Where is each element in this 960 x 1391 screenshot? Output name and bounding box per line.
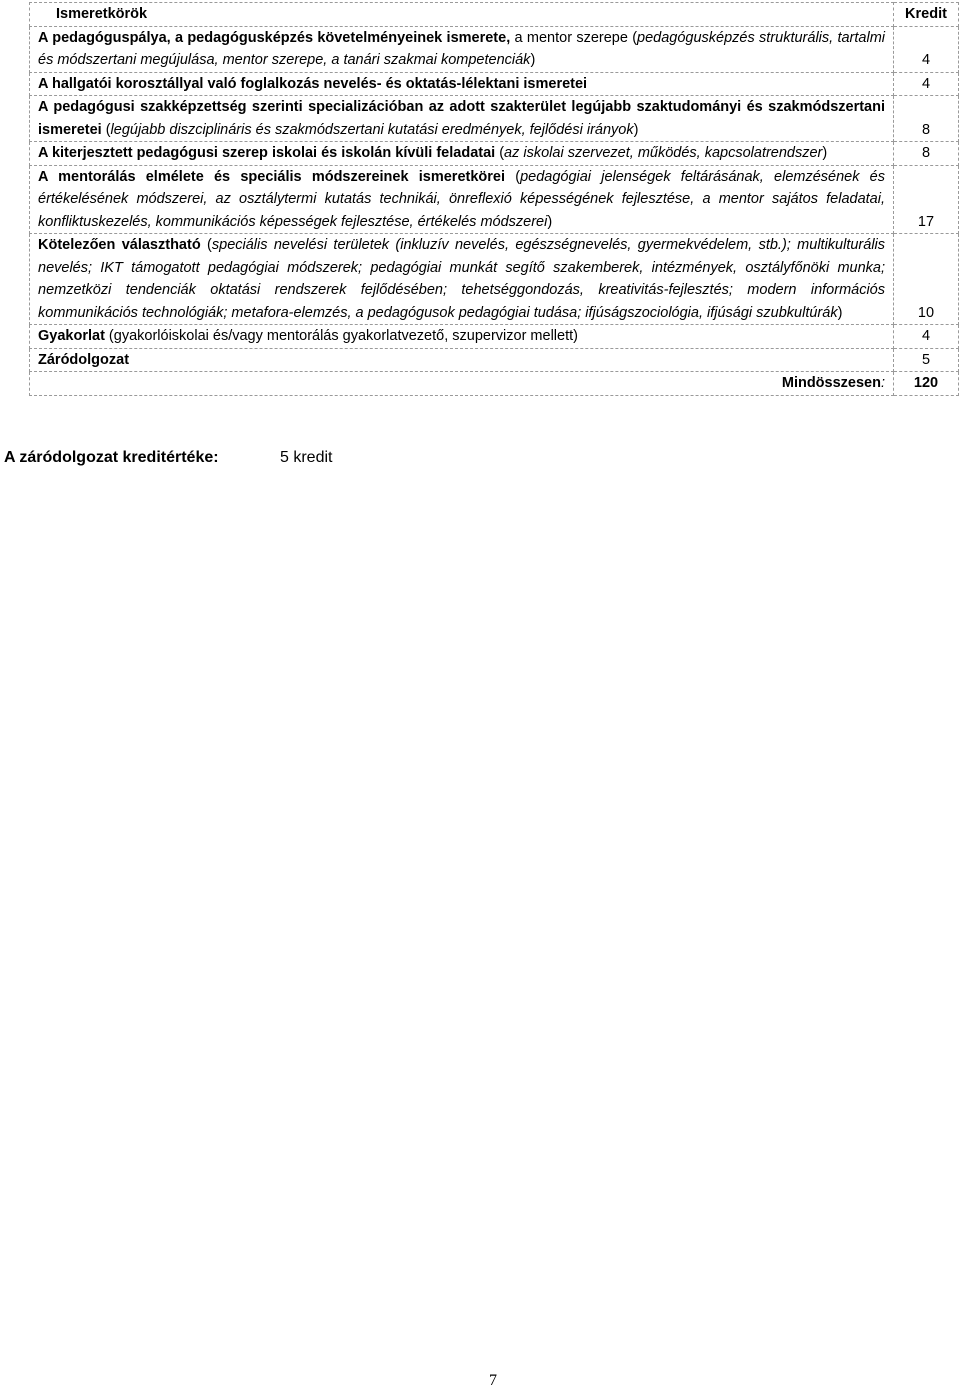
table-header-row [30,3,959,27]
table-row [30,72,959,96]
total-row [30,372,959,396]
thesis-credit-line [4,447,332,469]
row-title: A hallgatói korosztállyal való foglalkozás nevelés- és oktatás-lélektani ismeretei [38,75,588,92]
row-text: a mentor szerepe ( [510,29,638,46]
row-detail: pedagógiai jelenségek feltárásának, elemzésének és értékelésének módszerei, az osztálytermi kutatás technikái, önreflexió képességének fejlesztése, a mentor sajátos feladatai, konfliktuskezelés, kommunikációs képességek fejlesztése, értékelés módszerei [38,168,885,230]
row-topic [30,26,894,72]
credit-table [29,2,959,396]
row-text: ( [505,168,521,185]
row-credit: 17 [894,165,959,234]
row-text: ( [200,237,212,253]
table-row [30,96,959,142]
total-colon: : [880,375,885,391]
row-credit: 8 [894,142,959,166]
row-topic [30,165,894,234]
row-title: A mentorálás elmélete és speciális módszereinek ismeretkörei [38,168,505,185]
row-credit: 8 [894,96,959,142]
table-row [30,234,959,325]
row-text: ( [495,145,505,161]
header-topic: Ismeretkörök [30,3,894,27]
row-title: A kiterjesztett pedagógusi szerep iskolai és iskolán kívüli feladatai [38,145,496,161]
page-number: 7 [489,1372,497,1389]
total-label-cell [30,372,894,396]
row-title: A pedagógusi szakképzettség szerinti specializációban az adott szakterület legújabb szaktudományi és szakmódszertani ismeretei [38,99,885,138]
row-topic [30,72,894,96]
total-label: Mindösszesen [781,375,881,391]
total-value: 120 [894,372,959,396]
table-row [30,165,959,234]
row-detail: pedagógusképzés strukturális, tartalmi és módszertani megújulása, mentor szerepe, a tanári szakmai kompetenciák [38,29,885,68]
row-credit: 10 [894,234,959,325]
row-tail: ) [633,121,639,138]
row-topic [30,96,894,142]
row-detail: speciális nevelési területek (inkluzív nevelés, egészségnevelés, gyermekvédelem, stb.); multikulturális nevelés; IKT támogatott pedagógiai módszerek; pedagógiai munkát segítő szakemberek, intézmények, osztályfőnöki munka; nemzetközi tendenciák oktatási rendszerek fejlődésében; tehetséggondozás, kreativitás-fejlesztés; modern információs kommunikációs technológiák; metafora-elemzés, a pedagógusok pedagógiai tudása; ifjúságszociológia, ifjúsági szubkultúrák [38,237,886,321]
row-tail: ) [547,213,553,230]
table-row [30,325,959,349]
row-tail: ) [822,145,828,161]
row-tail: ) [837,304,843,321]
row-text: (gyakorlóiskolai és/vagy mentorálás gyakorlatvezető, szupervizor mellett) [104,328,578,344]
row-title: Gyakorlat [38,328,105,344]
row-credit: 4 [894,325,959,349]
row-credit: 4 [894,72,959,96]
header-credit: Kredit [894,3,959,27]
row-tail: ) [530,52,536,68]
row-title: Kötelezően választható [38,237,201,253]
row-topic [30,325,894,349]
row-title: A pedagóguspálya, a pedagógusképzés követelményeinek ismerete, [38,29,511,46]
row-detail: az iskolai szervezet, működés, kapcsolatrendszer [504,145,823,161]
row-topic [30,142,894,166]
row-text: ( [101,121,111,138]
row-title: Záródolgozat [38,351,130,368]
row-detail: legújabb diszciplináris és szakmódszertani kutatási eredmények, fejlődési irányok [110,121,634,138]
row-topic [30,348,894,372]
row-credit: 5 [894,348,959,372]
thesis-credit-label: A záródolgozat kreditértéke: [4,449,219,466]
row-credit: 4 [894,26,959,72]
thesis-credit-value: 5 kredit [280,449,333,466]
table-row [30,142,959,166]
row-topic [30,234,894,325]
table-row [30,26,959,72]
table-row [30,348,959,372]
